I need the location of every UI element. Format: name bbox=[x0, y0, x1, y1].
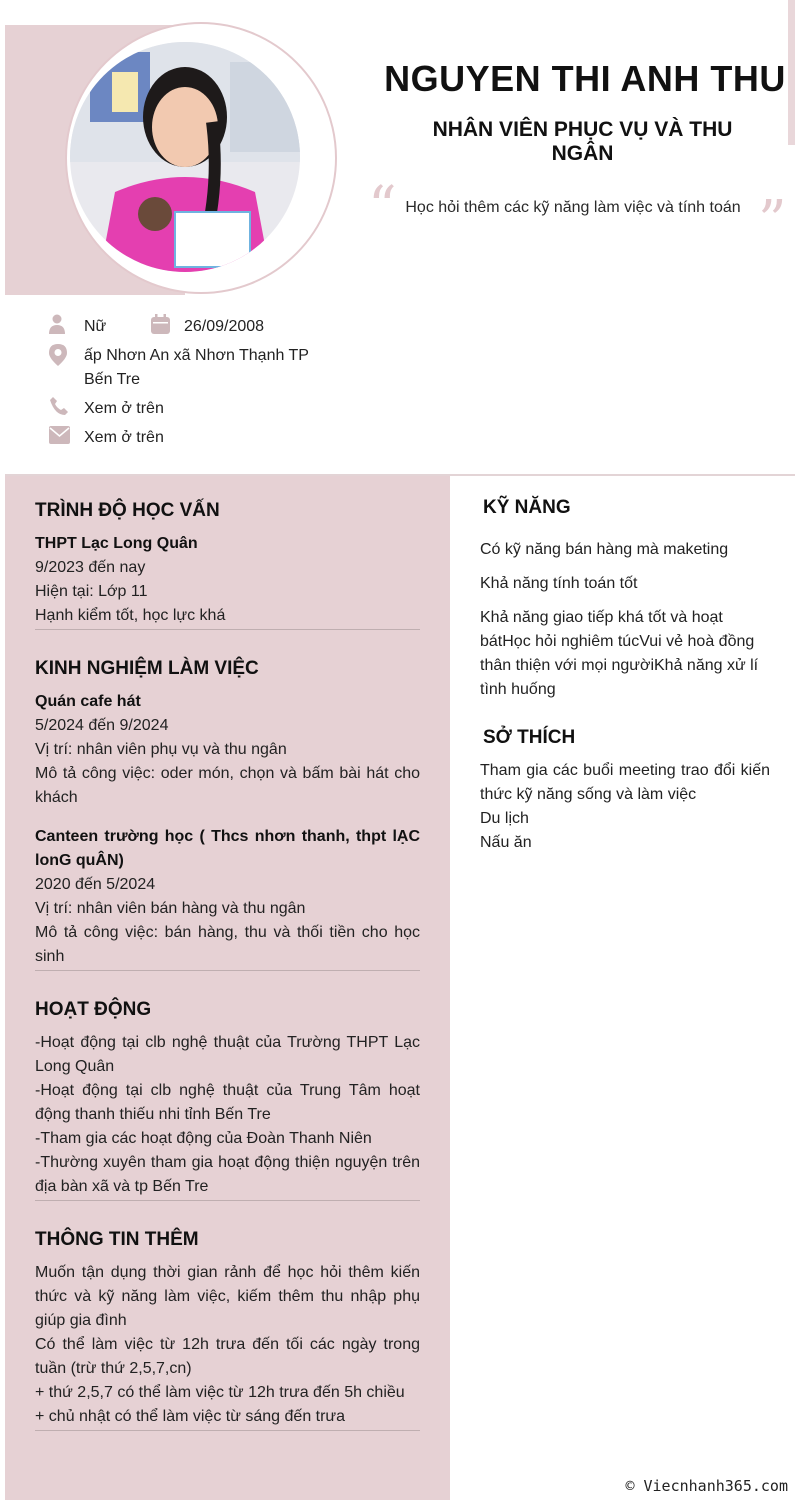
job-title: NHÂN VIÊN PHỤC VỤ VÀ THU NGÂN bbox=[432, 118, 733, 165]
skill-item: Khả năng tính toán tốt bbox=[480, 575, 638, 592]
hobby-item: Nấu ăn bbox=[480, 834, 532, 851]
hobbies-section bbox=[480, 727, 770, 855]
job-description: Mô tả công việc: oder món, chọn và bấm bài hát cho khách bbox=[35, 765, 420, 806]
job-company: Canteen trường học ( Thcs nhơn thanh, thpt lẠC lonG quÂN) bbox=[35, 828, 420, 869]
copyright-footer: © Viecnhanh365.com bbox=[625, 1477, 788, 1495]
job-position: Vị trí: nhân viên bán hàng và thu ngân bbox=[35, 900, 306, 917]
address-line-2: Bến Tre bbox=[84, 371, 141, 388]
job-company: Quán cafe hát bbox=[35, 693, 141, 710]
phone-value: Xem ở trên bbox=[84, 400, 164, 417]
experience-title: KINH NGHIỆM LÀM VIỆC bbox=[35, 658, 259, 679]
address bbox=[84, 344, 344, 392]
skills-title: KỸ NĂNG bbox=[483, 497, 571, 518]
experience-section bbox=[35, 658, 420, 971]
activity-item: -Hoạt động tại clb nghệ thuật của Trung Tâm hoạt động thanh thiếu nhi tỉnh Bến Tre bbox=[35, 1082, 420, 1123]
birthday-value: 26/09/2008 bbox=[184, 318, 265, 335]
email-icon bbox=[49, 426, 70, 449]
candidate-name: NGUYEN THI ANH THU bbox=[384, 58, 786, 99]
hobbies-title: SỞ THÍCH bbox=[483, 727, 576, 748]
job-position: Vị trí: nhân viên phụ vụ và thu ngân bbox=[35, 741, 287, 758]
activity-item: -Hoạt động tại clb nghệ thuật của Trường THPT Lạc Long Quân bbox=[35, 1034, 420, 1075]
education-title: TRÌNH ĐỘ HỌC VẤN bbox=[35, 500, 220, 521]
avatar bbox=[70, 42, 300, 272]
section-divider bbox=[35, 1430, 420, 1431]
extra-info-item: Có thể làm việc từ 12h trưa đến tối các ngày trong tuần (trừ thứ 2,5,7,cn) bbox=[35, 1336, 420, 1377]
location-icon bbox=[49, 344, 67, 371]
open-quote-icon: “ bbox=[368, 175, 397, 240]
education-school: THPT Lạc Long Quân bbox=[35, 535, 198, 552]
address-line-1: ấp Nhơn An xã Nhơn Thạnh TP bbox=[84, 347, 309, 364]
hobby-item: Du lịch bbox=[480, 810, 529, 827]
education-section bbox=[35, 500, 420, 630]
section-divider bbox=[35, 1200, 420, 1201]
activity-item: -Thường xuyên tham gia hoạt động thiện nguyện trên địa bàn xã và tp Bến Tre bbox=[35, 1154, 420, 1195]
education-current: Hiện tại: Lớp 11 bbox=[35, 583, 148, 600]
hobby-item: Tham gia các buổi meeting trao đổi kiến thức kỹ năng sống và làm việc bbox=[480, 762, 770, 803]
close-quote-icon: ” bbox=[758, 189, 787, 254]
extra-info-item: + thứ 2,5,7 có thể làm việc từ 12h trưa đến 5h chiều bbox=[35, 1384, 405, 1401]
education-note: Hạnh kiểm tốt, học lực khá bbox=[35, 607, 226, 624]
gender-icon bbox=[48, 314, 66, 339]
job-description: Mô tả công việc: bán hàng, thu và thối tiền cho học sinh bbox=[35, 924, 420, 965]
extra-info-title: THÔNG TIN THÊM bbox=[35, 1229, 199, 1250]
skill-item: Có kỹ năng bán hàng mà maketing bbox=[480, 541, 729, 558]
phone-icon bbox=[49, 396, 69, 421]
extra-info-item: Muốn tận dụng thời gian rảnh để học hỏi thêm kiến thức và kỹ năng làm việc, kiếm thêm thu nhập phụ giúp gia đình bbox=[35, 1264, 420, 1329]
career-objective: Học hỏi thêm các kỹ năng làm việc và tính toán bbox=[405, 199, 741, 216]
activities-title: HOẠT ĐỘNG bbox=[35, 999, 152, 1020]
job-period: 5/2024 đến 9/2024 bbox=[35, 717, 169, 734]
gender-value: Nữ bbox=[84, 318, 107, 335]
job-period: 2020 đến 5/2024 bbox=[35, 876, 156, 893]
extra-info-item: + chủ nhật có thể làm việc từ sáng đến trưa bbox=[35, 1408, 346, 1425]
education-period: 9/2023 đến nay bbox=[35, 559, 146, 576]
extra-info-section bbox=[35, 1229, 420, 1431]
email-value: Xem ở trên bbox=[84, 429, 164, 446]
activity-item: -Tham gia các hoạt động của Đoàn Thanh Niên bbox=[35, 1130, 372, 1147]
section-divider bbox=[35, 629, 420, 630]
skills-section bbox=[480, 497, 770, 702]
section-divider bbox=[35, 970, 420, 971]
skill-item: Khả năng giao tiếp khá tốt và hoạt bátHọc hỏi nghiêm túcVui vẻ hoà đồng thân thiện với mọi ngườiKhả năng xử lí tình huống bbox=[480, 609, 759, 698]
calendar-icon bbox=[150, 314, 171, 340]
activities-section bbox=[35, 999, 420, 1201]
